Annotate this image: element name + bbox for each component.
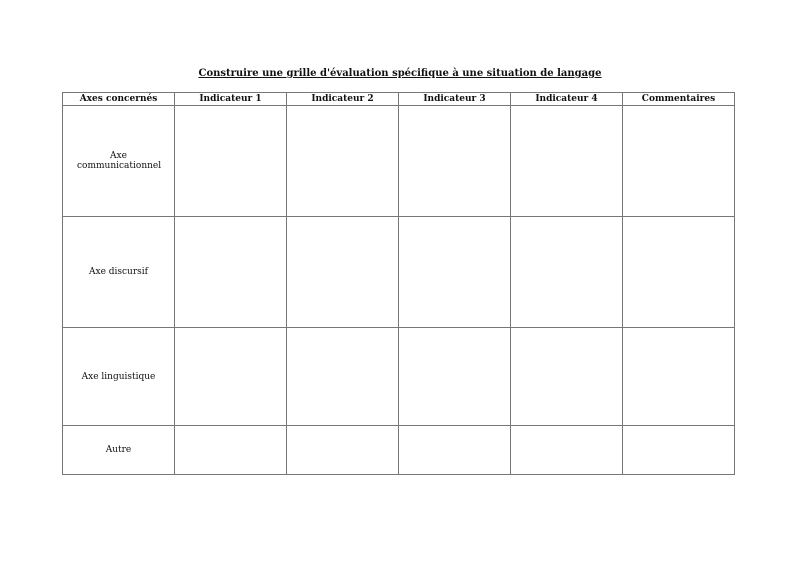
header-commentaires: Commentaires bbox=[623, 93, 735, 106]
header-axes: Axes concernés bbox=[63, 93, 175, 106]
header-row bbox=[63, 93, 735, 106]
cell bbox=[623, 426, 735, 475]
cell bbox=[399, 106, 511, 217]
cell bbox=[287, 426, 399, 475]
cell bbox=[175, 106, 287, 217]
cell bbox=[511, 217, 623, 328]
cell bbox=[511, 426, 623, 475]
header-indicateur-3: Indicateur 3 bbox=[399, 93, 511, 106]
row-label: Axe linguistique bbox=[63, 328, 175, 426]
document-title: Construire une grille d'évaluation spécifique à une situation de langage bbox=[198, 68, 602, 79]
cell bbox=[287, 328, 399, 426]
cell bbox=[399, 426, 511, 475]
cell bbox=[511, 106, 623, 217]
cell bbox=[511, 328, 623, 426]
cell bbox=[175, 426, 287, 475]
header-indicateur-2: Indicateur 2 bbox=[287, 93, 399, 106]
cell bbox=[399, 217, 511, 328]
row-label: Autre bbox=[63, 426, 175, 475]
row-label: Axe discursif bbox=[63, 217, 175, 328]
header-indicateur-4: Indicateur 4 bbox=[511, 93, 623, 106]
table-row bbox=[63, 106, 735, 217]
cell bbox=[175, 217, 287, 328]
evaluation-grid bbox=[62, 92, 735, 475]
cell bbox=[623, 328, 735, 426]
cell bbox=[287, 106, 399, 217]
table-row bbox=[63, 328, 735, 426]
cell bbox=[623, 217, 735, 328]
cell bbox=[399, 328, 511, 426]
table-row bbox=[63, 217, 735, 328]
cell bbox=[287, 217, 399, 328]
table-row bbox=[63, 426, 735, 475]
row-label: Axe communicationnel bbox=[63, 106, 175, 217]
cell bbox=[175, 328, 287, 426]
cell bbox=[623, 106, 735, 217]
header-indicateur-1: Indicateur 1 bbox=[175, 93, 287, 106]
